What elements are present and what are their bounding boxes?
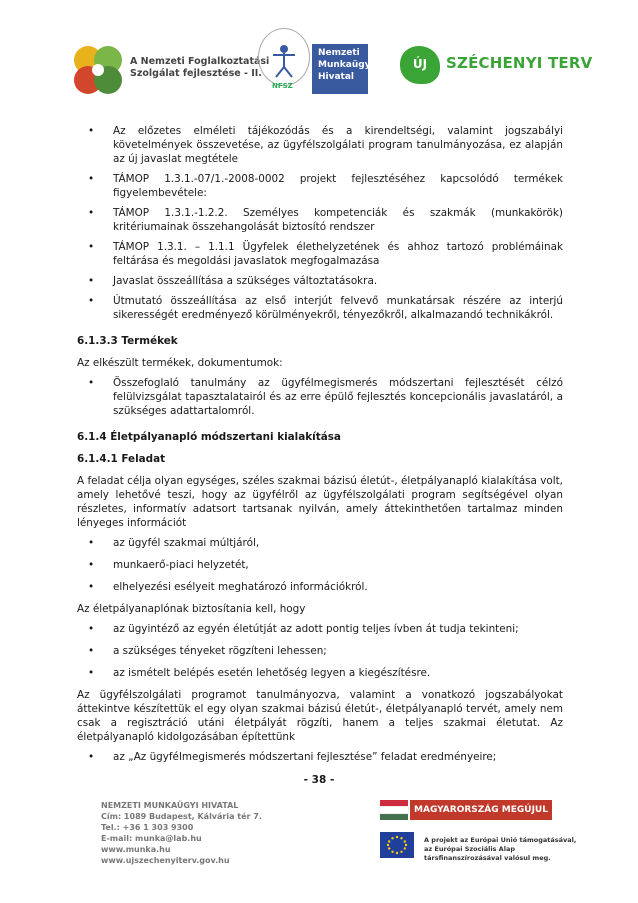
nfsz-badge: NFSZ bbox=[272, 82, 293, 90]
bullet-item: • az „Az ügyfélmegismerés módszertani fejlesztése” feladat eredményeire; bbox=[77, 750, 563, 764]
logo1-line: Szolgálat fejlesztése - II. bbox=[130, 68, 262, 79]
footer-line: Tel.: +36 1 303 9300 bbox=[101, 823, 194, 832]
header-logos bbox=[0, 0, 638, 110]
human-figure-icon bbox=[259, 29, 309, 85]
heading-feladat: 6.1.4.1 Feladat bbox=[77, 453, 166, 465]
szechenyi-terv-logo-text: SZÉCHENYI TERV bbox=[446, 54, 593, 72]
logo1-line: A Nemzeti Foglalkoztatási bbox=[130, 56, 270, 67]
paragraph: Az elkészült termékek, dokumentumok: bbox=[77, 357, 283, 369]
eu-stars-icon bbox=[380, 832, 414, 858]
page-number: - 38 - bbox=[303, 774, 335, 786]
bullet-item: • TÁMOP 1.3.1.-07/1.-2008-0002 projekt fejlesztéséhez kapcsolódó termékek figyelembevétele: bbox=[77, 172, 563, 200]
nmh-logo-line: Hivatal bbox=[318, 72, 355, 82]
eu-flag-icon bbox=[380, 832, 414, 858]
heading-section-6-1-4: 6.1.4 Életpályanapló módszertani kialakítása bbox=[77, 431, 341, 443]
footer-line: Cím: 1089 Budapest, Kálvária tér 7. bbox=[101, 812, 262, 821]
bullet-item: • TÁMOP 1.3.1.-1.2.2. Személyes kompetenciák és szakmák (munkakörök) kritériumainak összehangolását biztosító rendszer bbox=[77, 206, 563, 234]
bullet-item: • az ügyintéző az egyén életútját az adott pontig teljes ívben át tudja tekinteni; bbox=[77, 622, 563, 636]
nmh-logo-line: Munkaügyi bbox=[318, 60, 374, 70]
footer-line: NEMZETI MUNKAÜGYI HIVATAL bbox=[101, 801, 239, 810]
bullet-item: • TÁMOP 1.3.1. – 1.1.1 Ügyfelek élethelyzetének és ahhoz tartozó problémáinak feltárása és megoldási javaslatok megfogalmazása bbox=[77, 240, 563, 268]
paragraph: A feladat célja olyan egységes, széles szakmai bázisú életút-, életpályanapló kialakítása volt, amely lehetővé teszi, hogy az ügyfélről az ügyfélszolgálati program segítségével olyan részletes, informatív adatsort tartsanak nyilván, amely áttekinthetően tartalmaz minden lényeges információt bbox=[77, 475, 563, 529]
footer-line: www.ujszechenyiterv.gov.hu bbox=[101, 856, 230, 865]
szechenyi-map-icon: ÚJ bbox=[400, 46, 440, 84]
puzzle-logo-icon bbox=[72, 44, 124, 96]
footer-contact-info bbox=[101, 800, 262, 866]
nfsz-project-logo-text bbox=[130, 56, 269, 80]
eu-line: az Európai Szociális Alap bbox=[424, 845, 515, 853]
bullet-item: • az ügyfél szakmai múltjáról, bbox=[77, 536, 563, 550]
hungary-flag-icon bbox=[380, 800, 408, 820]
eu-line: társfinanszírozásával valósul meg. bbox=[424, 854, 551, 862]
bullet-item: • munkaerő-piaci helyzetét, bbox=[77, 558, 563, 572]
nfsz-seal-icon bbox=[258, 28, 310, 86]
bullet-item: • a szükséges tényeket rögzíteni lehessen; bbox=[77, 644, 563, 658]
paragraph: Az ügyfélszolgálati programot tanulmányozva, valamint a vonatkozó jogszabályokat áttekintve készítettük el egy olyan szakmai bázisú életút-, életpályanapló tervét, amely nem csak a regisztráció utáni életpályát rögzíti, hanem a teljes szakmai életutat. Az életpályanapló kidolgozásában építettünk bbox=[77, 689, 563, 743]
bullet-item: • az ismételt belépés esetén lehetőség legyen a kiegészítésre. bbox=[77, 666, 563, 680]
magyarorszag-megujul-banner: MAGYARORSZÁG MEGÚJUL bbox=[410, 800, 552, 820]
heading-termekek: 6.1.3.3 Termékek bbox=[77, 335, 178, 347]
nmh-logo-line: Nemzeti bbox=[318, 48, 360, 58]
footer-line: www.munka.hu bbox=[101, 845, 171, 854]
paragraph: Az életpályanaplónak biztosítania kell, hogy bbox=[77, 603, 306, 615]
footer-line: E-mail: munka@lab.hu bbox=[101, 834, 202, 843]
bullet-item: • Javaslat összeállítása a szükséges változtatásokra. bbox=[77, 274, 563, 288]
bullet-item: • Az előzetes elméleti tájékozódás és a kirendeltségi, valamint jogszabályi követelmények összevetése, az ügyfélszolgálati program tanulmányozása, ez alapján az új javaslat megtétele bbox=[77, 124, 563, 166]
bullet-item: • Összefoglaló tanulmány az ügyfélmegismerés módszertani fejlesztését célzó felülvizsgálat tapasztalatairól és az erre épülő fejlesztés koncepcionális javaslatáról, a szükséges adattartalomról. bbox=[77, 376, 563, 418]
bullet-item: • elhelyezési esélyeit meghatározó információkról. bbox=[77, 580, 563, 594]
bullet-item: • Útmutató összeállítása az első interjút felvevő munkatársak részére az interjú sikerességét eredményező körülményekről, tényezőkről, alkalmazandó technikákról. bbox=[77, 294, 563, 322]
eu-funding-text bbox=[424, 836, 576, 863]
eu-line: A projekt az Európai Unió támogatásával, bbox=[424, 836, 577, 844]
nmh-logo-box bbox=[312, 44, 374, 94]
document-body bbox=[77, 124, 563, 770]
